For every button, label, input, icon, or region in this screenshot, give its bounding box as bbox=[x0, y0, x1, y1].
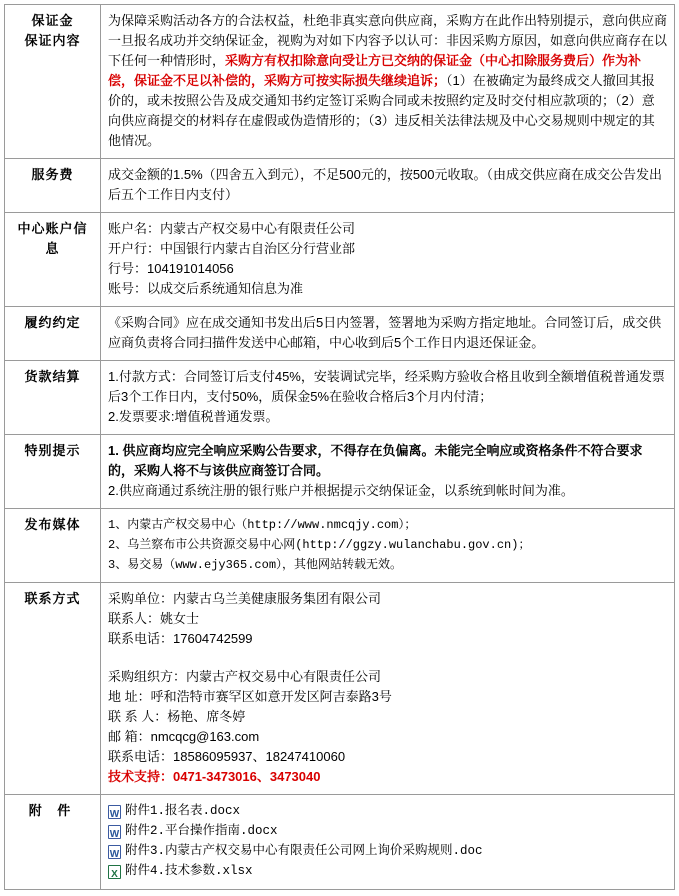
special-notice-line1: 1. 供应商均应完全响应采购公告要求，不得存在负偏离。未能完全响应或资格条件不符合要求的，采购人将不与该供应商签订合同。 bbox=[108, 443, 643, 478]
media-line-2: 2、乌兰察布市公共资源交易中心网(http://ggzy.wulanchabu.gov.cn)； bbox=[108, 538, 531, 552]
row-label-center-account bbox=[5, 213, 101, 307]
purchaser-unit-line: 采购单位：内蒙古乌兰美健康服务集团有限公司 bbox=[108, 591, 382, 606]
attachment-name[interactable]: 附件1.报名表.docx bbox=[125, 804, 241, 818]
row-content-media bbox=[101, 509, 675, 583]
table-row-deposit bbox=[5, 5, 675, 159]
row-label-media bbox=[5, 509, 101, 583]
table-row-media bbox=[5, 509, 675, 583]
table-row-special-notice bbox=[5, 435, 675, 509]
table-row-center-account bbox=[5, 213, 675, 307]
attachment-name[interactable]: 附件4.技术参数.xlsx bbox=[125, 864, 253, 878]
table-row-attachments bbox=[5, 795, 675, 890]
row-label-special-notice-text: 特别提示 bbox=[24, 443, 81, 458]
row-content-center-account bbox=[101, 213, 675, 307]
row-label-performance-text: 履约约定 bbox=[24, 315, 81, 330]
row-label-center-account-text: 中心账户信息 bbox=[17, 221, 88, 256]
row-label-deposit-line2: 保证内容 bbox=[24, 33, 81, 48]
list-item[interactable] bbox=[108, 862, 667, 881]
account-bankcode-line: 行号：104191014056 bbox=[108, 261, 234, 276]
row-content-special-notice bbox=[101, 435, 675, 509]
purchaser-contact-line: 联系人：姚女士 bbox=[108, 611, 200, 626]
payment-terms-line: 1.付款方式：合同签订后支付45%，安装调试完毕，经采购方验收合格且收到全额增值税普通发票后3个工作日内，支付50%，质保金5%在验收合格后3个月内付清； bbox=[108, 369, 665, 404]
media-line-1: 1、内蒙古产权交易中心（http://www.nmcqjy.com）； bbox=[108, 518, 417, 532]
word-document-icon bbox=[108, 825, 121, 839]
row-content-service-fee: 成交金额的1.5%（四舍五入到元），不足500元的，按500元收取。（由成交供应商在成交公告发出后五个工作日内支付） bbox=[101, 159, 675, 213]
table-row-performance bbox=[5, 307, 675, 361]
organizer-contact-line: 联 系 人：杨艳、席冬婷 bbox=[108, 709, 246, 724]
account-name-line: 账户名：内蒙古产权交易中心有限责任公司 bbox=[108, 221, 356, 236]
row-label-payment-text: 货款结算 bbox=[24, 369, 81, 384]
row-label-special-notice bbox=[5, 435, 101, 509]
row-label-contact bbox=[5, 583, 101, 795]
organizer-unit-line: 采购组织方：内蒙古产权交易中心有限责任公司 bbox=[108, 669, 382, 684]
special-notice-line2: 2.供应商通过系统注册的银行账户并根据提示交纳保证金，以系统到帐时间为准。 bbox=[108, 483, 574, 498]
list-item[interactable] bbox=[108, 822, 667, 841]
row-label-attachments bbox=[5, 795, 101, 890]
organizer-address-line: 地 址：呼和浩特市赛罕区如意开发区阿吉泰路3号 bbox=[108, 689, 392, 704]
row-content-contact bbox=[101, 583, 675, 795]
row-label-performance bbox=[5, 307, 101, 361]
row-label-service-fee-text: 服务费 bbox=[31, 167, 74, 182]
purchaser-phone-line: 联系电话：17604742599 bbox=[108, 631, 253, 646]
row-content-deposit bbox=[101, 5, 675, 159]
row-label-media-text: 发布媒体 bbox=[24, 517, 81, 532]
row-label-payment bbox=[5, 361, 101, 435]
notice-table bbox=[4, 4, 675, 890]
organizer-email-line: 邮 箱：nmcqcg@163.com bbox=[108, 729, 260, 744]
attachment-name[interactable]: 附件3.内蒙古产权交易中心有限责任公司网上询价采购规则.doc bbox=[125, 844, 483, 858]
deposit-text-highlight: 采购方有权扣除意向受让方已交纳的保证金（中心扣除服务费后）作为补偿，保证金不足以补偿的，采购方可按实际损失继续追诉； bbox=[108, 53, 642, 88]
tech-support-line: 技术支持：0471-3473016、3473040 bbox=[108, 769, 321, 784]
list-item[interactable] bbox=[108, 842, 667, 861]
invoice-requirement-line: 2.发票要求:增值税普通发票。 bbox=[108, 409, 279, 424]
list-item[interactable] bbox=[108, 802, 667, 821]
row-label-deposit bbox=[5, 5, 101, 159]
excel-spreadsheet-icon bbox=[108, 865, 121, 879]
deposit-text-pre: 为保障采购活动各方的合法权益，杜绝非真实意向供应商，采购方在此作出特别提示，意向供应商一旦报名成功并交纳保证金，视购为对如下内容予以认可：非因采购方原因，如意向供应商存在以下任何一种情形时， bbox=[108, 13, 668, 68]
row-content-payment bbox=[101, 361, 675, 435]
media-line-3: 3、易交易（www.ejy365.com），其他网站转载无效。 bbox=[108, 558, 403, 572]
account-number-line: 账号：以成交后系统通知信息为准 bbox=[108, 281, 304, 296]
row-label-service-fee bbox=[5, 159, 101, 213]
row-label-deposit-line1: 保证金 bbox=[31, 13, 74, 28]
contact-spacer bbox=[108, 649, 667, 667]
row-label-contact-text: 联系方式 bbox=[24, 591, 81, 606]
account-bank-line: 开户行：中国银行内蒙古自治区分行营业部 bbox=[108, 241, 356, 256]
row-content-attachments bbox=[101, 795, 675, 890]
deposit-text-post: （1）在被确定为最终成交人撤回其报价的，或未按照公告及成交通知书约定签订采购合同或未按照约定及时交付相应款项的；（2）意向供应商提交的材料存在虚假或伪造情形的；（3）违反相关法律法规及中心交易规则中规定的其他情况。 bbox=[108, 73, 655, 148]
word-document-icon bbox=[108, 805, 121, 819]
row-label-attachments-text: 附 件 bbox=[28, 803, 77, 818]
row-content-performance: 《采购合同》应在成交通知书发出后5日内签署，签署地为采购方指定地址。合同签订后，成交供应商负责将合同扫描件发送中心邮箱，中心收到后5个工作日内退还保证金。 bbox=[101, 307, 675, 361]
word-document-icon bbox=[108, 845, 121, 859]
table-row-contact bbox=[5, 583, 675, 795]
table-row-service-fee bbox=[5, 159, 675, 213]
table-row-payment bbox=[5, 361, 675, 435]
organizer-phone-line: 联系电话：18586095937、18247410060 bbox=[108, 749, 346, 764]
attachment-name[interactable]: 附件2.平台操作指南.docx bbox=[125, 824, 278, 838]
